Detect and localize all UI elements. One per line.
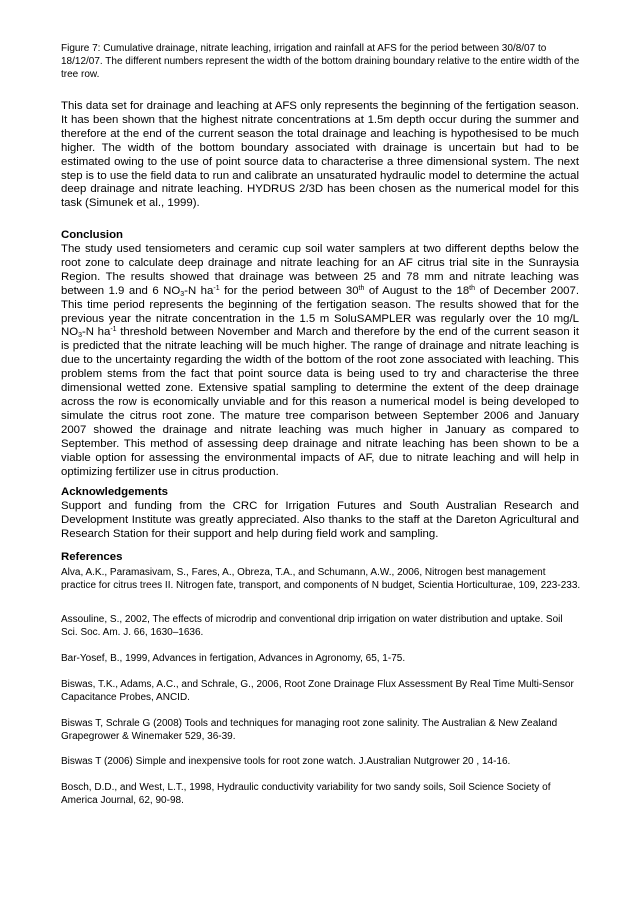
- references-heading: References: [61, 551, 123, 563]
- acknowledgements-heading: Acknowledgements: [61, 486, 168, 498]
- reference-item: Biswas T (2006) Simple and inexpensive tools for root zone watch. J.Australian Nutgrower 20 , 14-16.: [61, 756, 511, 767]
- reference-item: Alva, A.K., Paramasivam, S., Fares, A., Obreza, T.A., and Schumann, A.W., 2006, Nitrogen best management practice for citrus trees II. Nitrogen fate, transport, and components of N budget, Scientia Horticulturae, 109, 223-233.: [61, 567, 581, 591]
- reference-item: Bar-Yosef, B., 1999, Advances in fertigation, Advances in Agronomy, 65, 1-75.: [61, 653, 406, 664]
- reference-item: Biswas, T.K., Adams, A.C., and Schrale, G., 2006, Root Zone Drainage Flux Assessment By Real Time Multi-Sensor Capacitance Probes, ANCID.: [61, 679, 574, 703]
- conclusion-heading: Conclusion: [61, 229, 124, 241]
- intro-paragraph: This data set for drainage and leaching at AFS only represents the beginning of the fertigation season. It has been shown that the highest nitrate concentrations at 1.5m depth occur during the summer and therefore at the end of the current season the total drainage and leaching is hypothesised to be much higher. The width of the bottom boundary associated with drainage is uncertain but had to be estimated owing to the use of point source data to characterise a three dimensional system. The next step is to use the field data to run and calibrate an unsaturated hydraulic model to determine the actual deep drainage and nitrate leaching. HYDRUS 2/3D has been chosen as the numerical model for this task (Simunek et al., 1999).: [61, 100, 579, 210]
- reference-item: Assouline, S., 2002, The effects of microdrip and conventional drip irrigation on water distribution and uptake. Soil Sci. Soc. Am. J. 66, 1630–1636.: [61, 614, 563, 638]
- figure-caption: Figure 7: Cumulative drainage, nitrate leaching, irrigation and rainfall at AFS for the period between 30/8/07 to 18/12/07. The different numbers represent the width of the bottom draining boundary relative to the entire width of the tree row.: [61, 43, 580, 80]
- acknowledgements-paragraph: Support and funding from the CRC for Irrigation Futures and South Australian Research and Development Institute was greatly appreciated. Also thanks to the staff at the Dareton Agricultural and Research Station for their support and help during field work and sampling.: [61, 500, 579, 540]
- reference-item: Biswas T, Schrale G (2008) Tools and techniques for managing root zone salinity. The Australian & New Zealand Grapegrower & Winemaker 529, 36-39.: [61, 718, 558, 742]
- conclusion-paragraph: The study used tensiometers and ceramic cup soil water samplers at two different depths below the root zone to calculate deep drainage and nitrate leaching for an AF citrus trial site in the Sunraysia Region. The results showed that drainage was between 25 and 78 mm and nitrate leaching was between 1.9 and 6 $NO_3-N$ $ha^{-1}$ for the period between 30th of August to the 18th of December 2007. This time period represents the beginning of the fertigation season. The results showed that for the previous year the nitrate concentration in the 1.5 m SoluSAMPLER was regularly over the 10 mg/L $NO_3-N$ $ha^{-1}$ threshold between November and March and therefore by the end of the current season it is predicted that the nitrate leaching will be much higher. The range of drainage and nitrate leaching is due to the uncertainty regarding the width of the bottom of the root zone associated with leaching. This problem stems from the fact that point source data is being used to try and characterise the three dimensional wetted zone. Extensive spatial sampling to determine the extent of the deep drainage across the row is economically unviable and for this reason a numerical model is being developed to simulate the citrus root zone. The mature tree comparison between September 2006 and January 2007 showed the drainage and nitrate leaching was much higher in January as compared to September. This method of assessing deep drainage and nitrate leaching has been shown to be a viable option for assessing the environmental impacts of AF, due to nitrate leaching and will help in optimizing fertilizer use in citrus production.: [61, 243, 580, 478]
- reference-item: Bosch, D.D., and West, L.T., 1998, Hydraulic conductivity variability for two sandy soils, Soil Science Society of America Journal, 62, 90-98.: [61, 782, 551, 806]
